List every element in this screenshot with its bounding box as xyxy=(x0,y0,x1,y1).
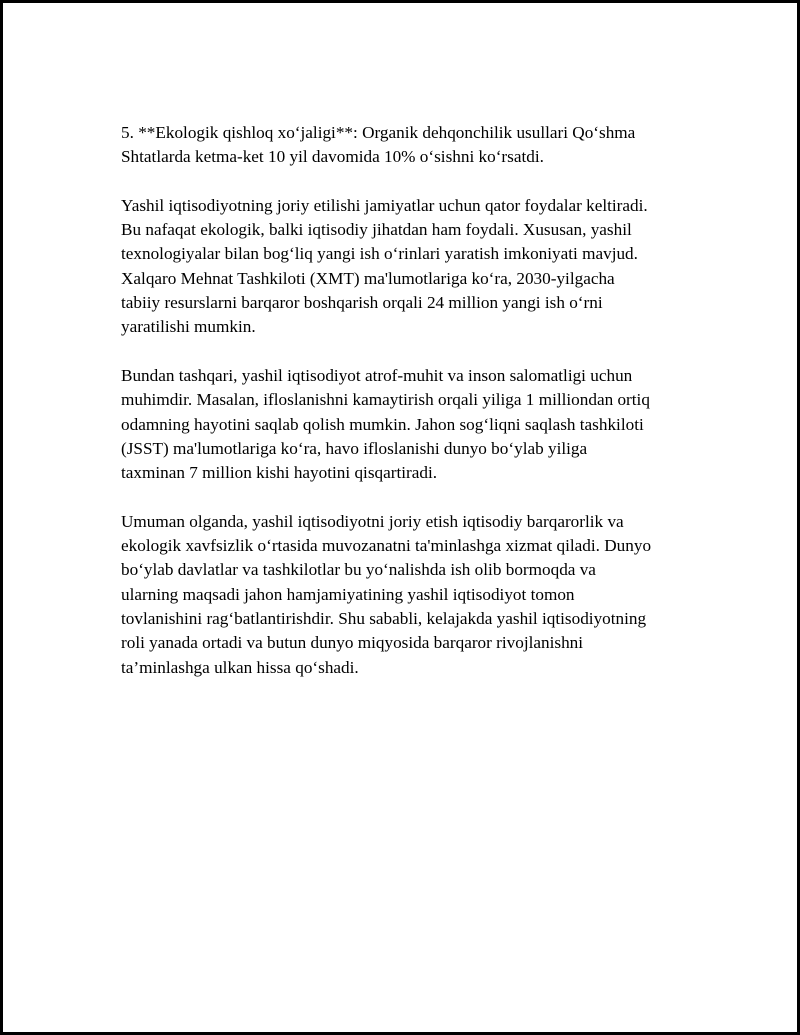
text-line: Umuman olganda, yashil iqtisodiyotni joriy etish iqtisodiy barqarorlik va xyxy=(121,511,624,531)
text-line: (JSST) ma'lumotlariga ko‘ra, havo ifloslanishi dunyo bo‘ylab yiliga xyxy=(121,438,588,458)
text-line: Bundan tashqari, yashil iqtisodiyot atrof-muhit va inson salomatligi uchun xyxy=(121,365,633,385)
text-line: ta’minlashga ulkan hissa qo‘shadi. xyxy=(121,657,359,677)
paragraph-conclusion xyxy=(121,510,701,680)
text-line: odamning hayotini saqlab qolish mumkin. Jahon sog‘liqni saqlash tashkiloti xyxy=(121,414,644,434)
text-line: 5. **Ekologik qishloq xo‘jaligi**: Organik dehqonchilik usullari Qo‘shma xyxy=(121,123,636,142)
text-line: tovlanishini rag‘batlantirishdir. Shu sababli, kelajakda yashil iqtisodiyotning xyxy=(121,608,647,628)
text-line: bo‘ylab davlatlar va tashkilotlar bu yo‘nalishda ish olib bormoqda va xyxy=(121,560,596,580)
text-line: texnologiyalar bilan bog‘liq yangi ish o‘rinlari yaratish imkoniyati mavjud. xyxy=(121,244,638,264)
document-body xyxy=(121,121,701,704)
text-line: Yashil iqtisodiyotning joriy etilishi jamiyatlar uchun qator foydalar keltiradi. xyxy=(121,195,648,215)
list-item-ecological-agriculture xyxy=(121,121,701,170)
paragraph-benefits xyxy=(121,194,701,340)
text-line: ularning maqsadi jahon hamjamiyatining yashil iqtisodiyot tomon xyxy=(121,584,575,604)
text-line: muhimdir. Masalan, ifloslanishni kamaytirish orqali yiliga 1 milliondan ortiq xyxy=(121,390,650,410)
text-line: taxminan 7 million kishi hayotini qisqartiradi. xyxy=(121,463,438,483)
text-line: Bu nafaqat ekologik, balki iqtisodiy jihatdan ham foydali. Xususan, yashil xyxy=(121,220,632,240)
text-line: roli yanada ortadi va butun dunyo miqyosida barqaror rivojlanishni xyxy=(121,633,584,653)
text-line: tabiiy resurslarni barqaror boshqarish orqali 24 million yangi ish o‘rni xyxy=(121,293,603,313)
text-line: Shtatlarda ketma-ket 10 yil davomida 10% o‘sishni ko‘rsatdi. xyxy=(121,147,544,167)
text-line: ekologik xavfsizlik o‘rtasida muvozanatni ta'minlashga xizmat qiladi. Dunyo xyxy=(121,536,652,556)
text-line: yaratilishi mumkin. xyxy=(121,317,256,337)
paragraph-health xyxy=(121,364,701,485)
text-line: Xalqaro Mehnat Tashkiloti (XMT) ma'lumotlariga ko‘ra, 2030-yilgacha xyxy=(121,268,615,288)
